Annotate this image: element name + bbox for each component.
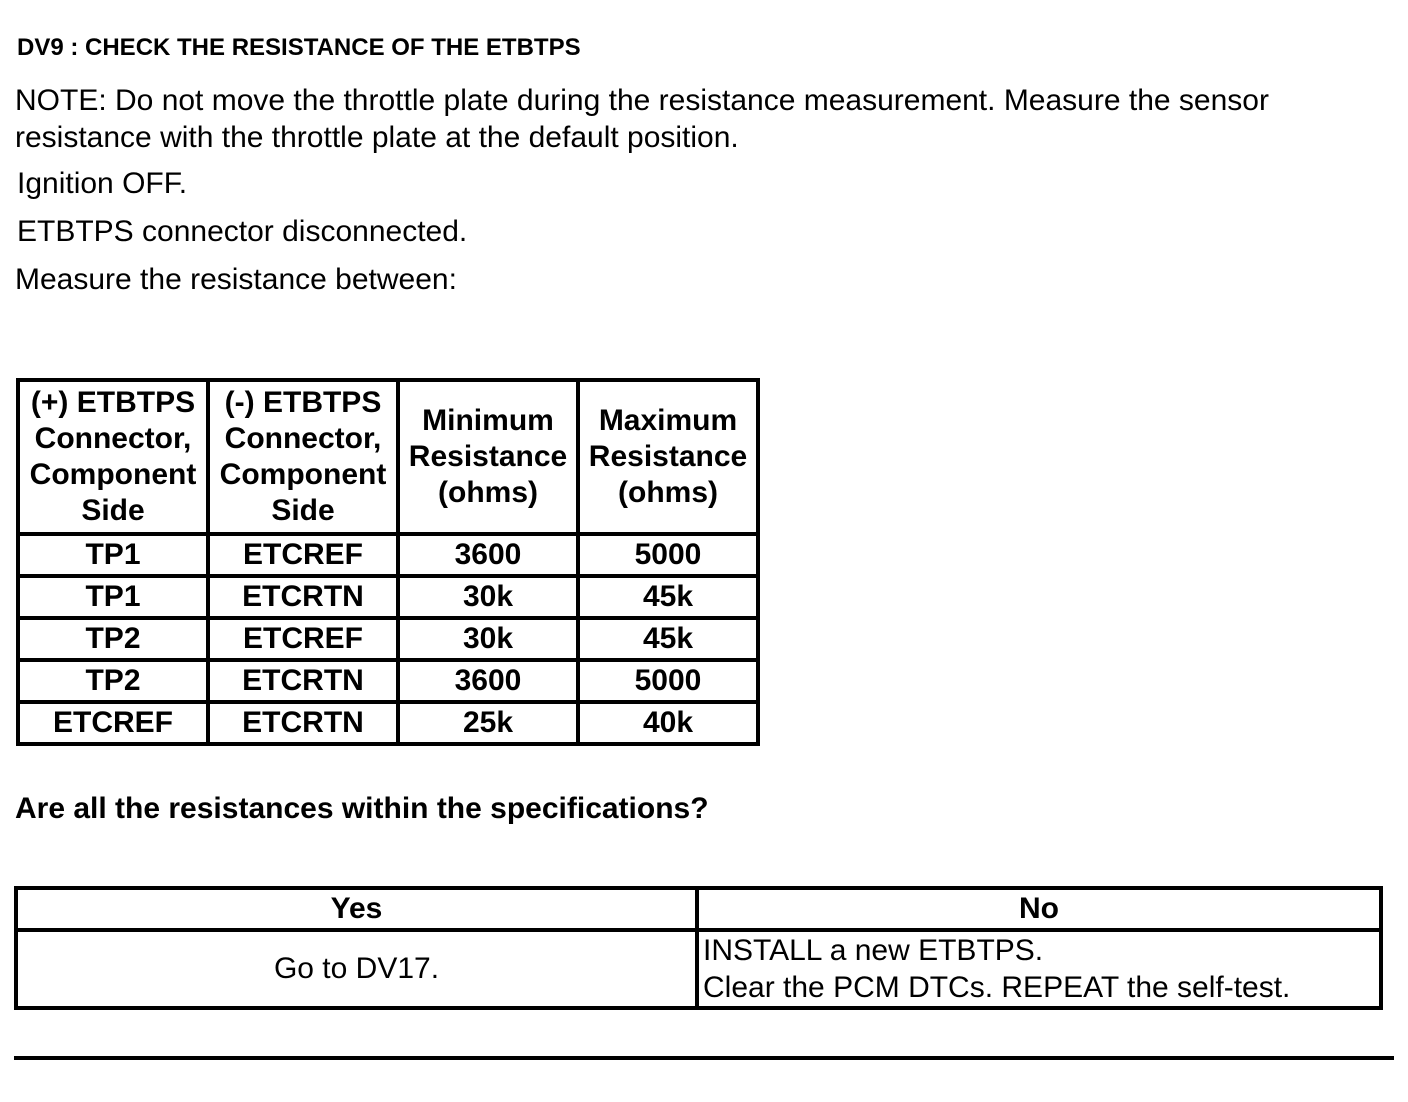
cell-minimum: 30k — [398, 618, 578, 660]
cell-minimum: 3600 — [398, 660, 578, 702]
header-line: Side — [81, 494, 145, 527]
bottom-divider — [14, 1056, 1394, 1060]
cell-positive: TP2 — [18, 660, 208, 702]
header-positive-connector — [18, 380, 208, 534]
spec-question: Are all the resistances within the specifications? — [15, 792, 709, 825]
cell-negative: ETCREF — [208, 618, 398, 660]
table-row — [18, 534, 758, 576]
cell-minimum: 30k — [398, 576, 578, 618]
cell-maximum: 5000 — [578, 534, 758, 576]
result-header-row — [16, 888, 1381, 930]
yes-header: Yes — [16, 888, 697, 930]
cell-negative: ETCREF — [208, 534, 398, 576]
header-line: (+) ETBTPS — [30, 386, 196, 419]
header-line: Resistance — [408, 440, 568, 473]
cell-minimum: 3600 — [398, 534, 578, 576]
table-row — [18, 576, 758, 618]
header-line: Component — [29, 458, 197, 491]
cell-maximum: 45k — [578, 576, 758, 618]
cell-negative: ETCRTN — [208, 576, 398, 618]
table-row — [18, 702, 758, 744]
cell-maximum: 5000 — [578, 660, 758, 702]
header-line: Component — [219, 458, 387, 491]
header-line: (-) ETBTPS — [224, 386, 382, 419]
header-line: Maximum — [598, 404, 738, 437]
cell-negative: ETCRTN — [208, 660, 398, 702]
no-action — [697, 930, 1381, 1008]
spec-table-header-row — [18, 380, 758, 534]
header-line: (ohms) — [438, 476, 538, 509]
cell-maximum: 40k — [578, 702, 758, 744]
header-maximum-resistance — [578, 380, 758, 534]
cell-maximum: 45k — [578, 618, 758, 660]
note-text: NOTE: Do not move the throttle plate during the resistance measurement. Measure the sensor resistance with the throttle plate at the default position. — [15, 84, 1269, 154]
header-line: Side — [271, 494, 335, 527]
header-minimum-resistance — [398, 380, 578, 534]
step-connector-disconnected: ETBTPS connector disconnected. — [17, 215, 468, 248]
resistance-spec-table — [16, 378, 760, 746]
header-line: (ohms) — [618, 476, 718, 509]
table-row — [18, 660, 758, 702]
header-line: Connector, — [34, 422, 192, 455]
cell-positive: ETCREF — [18, 702, 208, 744]
cell-positive: TP1 — [18, 576, 208, 618]
step-measure-resistance: Measure the resistance between: — [15, 263, 457, 296]
cell-minimum: 25k — [398, 702, 578, 744]
cell-positive: TP1 — [18, 534, 208, 576]
table-row — [18, 618, 758, 660]
header-line: Connector, — [224, 422, 382, 455]
step-ignition-off: Ignition OFF. — [17, 167, 188, 200]
no-header: No — [697, 888, 1381, 930]
header-line: Minimum — [422, 404, 554, 437]
no-action-line: Clear the PCM DTCs. REPEAT the self-test. — [703, 971, 1291, 1004]
result-table — [14, 886, 1383, 1010]
page-heading: DV9 : CHECK THE RESISTANCE OF THE ETBTPS — [17, 34, 581, 61]
cell-negative: ETCRTN — [208, 702, 398, 744]
result-action-row — [16, 930, 1381, 1008]
yes-action: Go to DV17. — [16, 930, 697, 1008]
header-negative-connector — [208, 380, 398, 534]
cell-positive: TP2 — [18, 618, 208, 660]
header-line: Resistance — [588, 440, 748, 473]
no-action-line: INSTALL a new ETBTPS. — [703, 934, 1044, 967]
